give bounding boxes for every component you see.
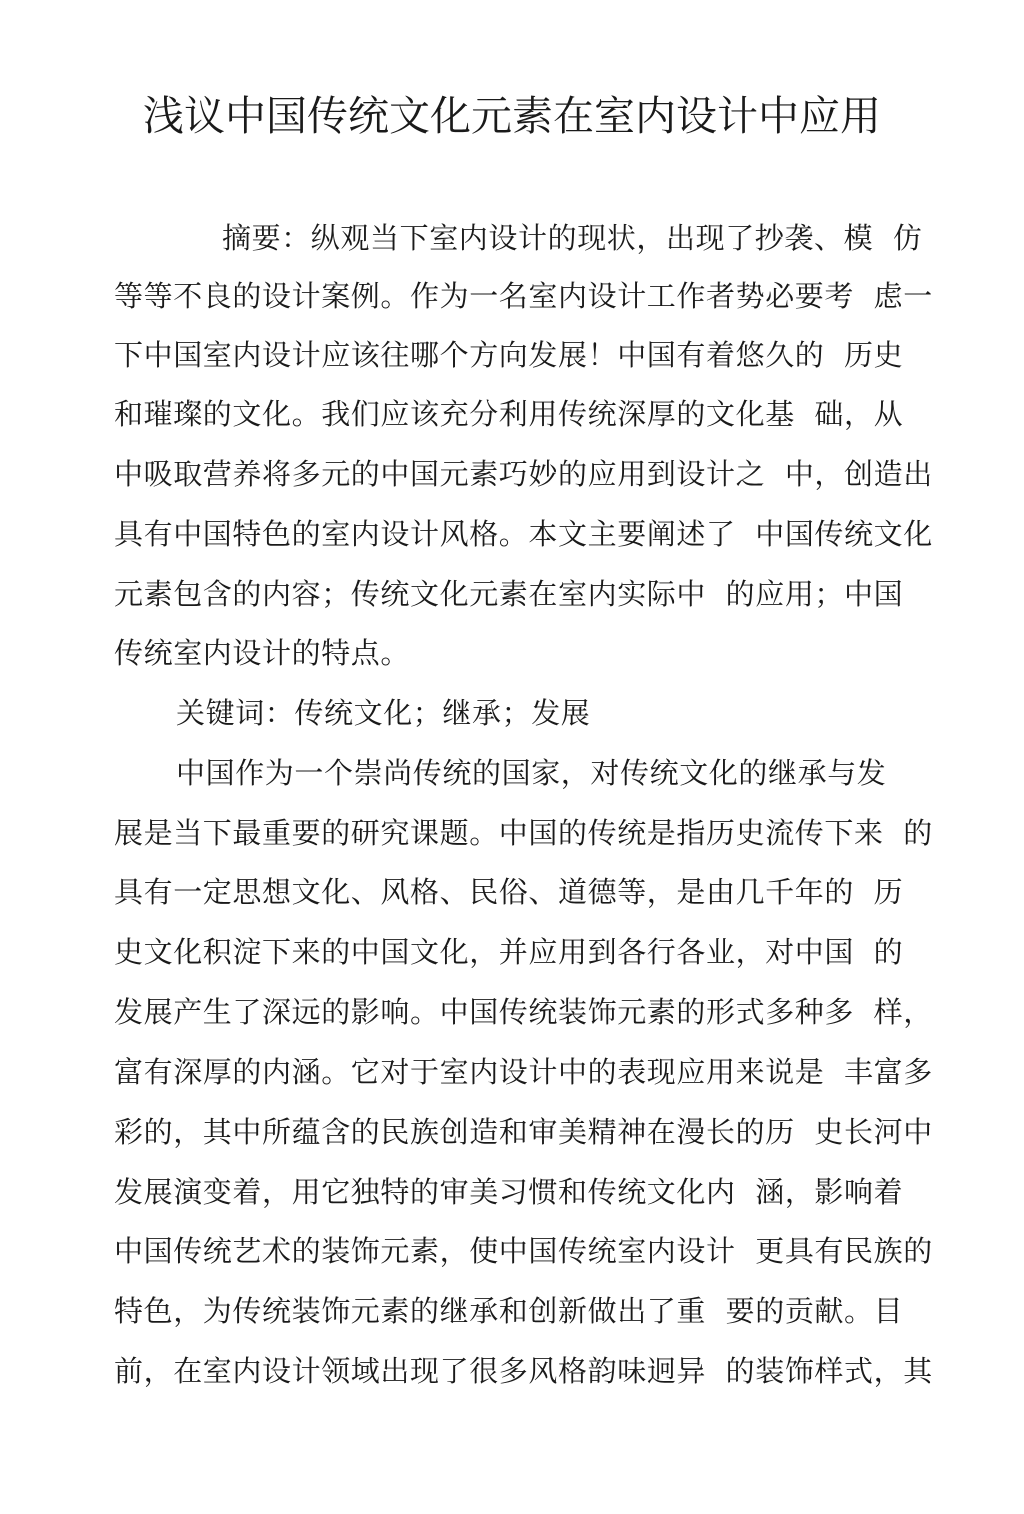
abstract-line: 具有中国特色的室内设计风格。本文主要阐述了 中国传统文化 xyxy=(114,517,933,551)
body-line: 前，在室内设计领域出现了很多风格韵味迥异 的装饰样式，其 xyxy=(114,1354,933,1388)
body-line: 特色，为传统装饰元素的继承和创新做出了重 要的贡献。目 xyxy=(114,1294,904,1328)
body-line: 彩的，其中所蕴含的民族创造和审美精神在漫长的历 史长河中 xyxy=(114,1115,933,1149)
body-line: 中国传统艺术的装饰元素，使中国传统室内设计 更具有民族的 xyxy=(114,1234,933,1268)
abstract-line: 元素包含的内容；传统文化元素在室内实际中 的应用；中国 xyxy=(114,577,904,611)
body-line: 发展产生了深远的影响。中国传统装饰元素的形式多种多 样， xyxy=(114,995,933,1029)
abstract-line: 中吸取营养将多元的中国元素巧妙的应用到设计之 中，创造出 xyxy=(114,457,933,491)
body-line: 展是当下最重要的研究课题。中国的传统是指历史流传下来 的 xyxy=(114,816,933,850)
abstract-line: 和璀璨的文化。我们应该充分利用传统深厚的文化基 础，从 xyxy=(114,397,904,431)
body-line: 史文化积淀下来的中国文化，并应用到各行各业，对中国 的 xyxy=(114,935,904,969)
abstract-line: 等等不良的设计案例。作为一名室内设计工作者势必要考 虑一 xyxy=(114,279,933,313)
body-line: 发展演变着，用它独特的审美习惯和传统文化内 涵，影响着 xyxy=(114,1175,904,1209)
document-title: 浅议中国传统文化元素在室内设计中应用 xyxy=(143,92,881,140)
body-line: 中国作为一个崇尚传统的国家，对传统文化的继承与发 xyxy=(176,756,887,790)
abstract-line: 传统室内设计的特点。 xyxy=(114,636,411,670)
abstract-line: 下中国室内设计应该往哪个方向发展！中国有着悠久的 历史 xyxy=(114,338,904,372)
body-line: 具有一定思想文化、风格、民俗、道德等，是由几千年的 历 xyxy=(114,875,904,909)
abstract-line: 摘要：纵观当下室内设计的现状，出现了抄袭、模 仿 xyxy=(222,221,923,255)
body-line: 富有深厚的内涵。它对于室内设计中的表现应用来说是 丰富多 xyxy=(114,1055,933,1089)
keywords-line: 关键词：传统文化；继承；发展 xyxy=(176,696,591,730)
